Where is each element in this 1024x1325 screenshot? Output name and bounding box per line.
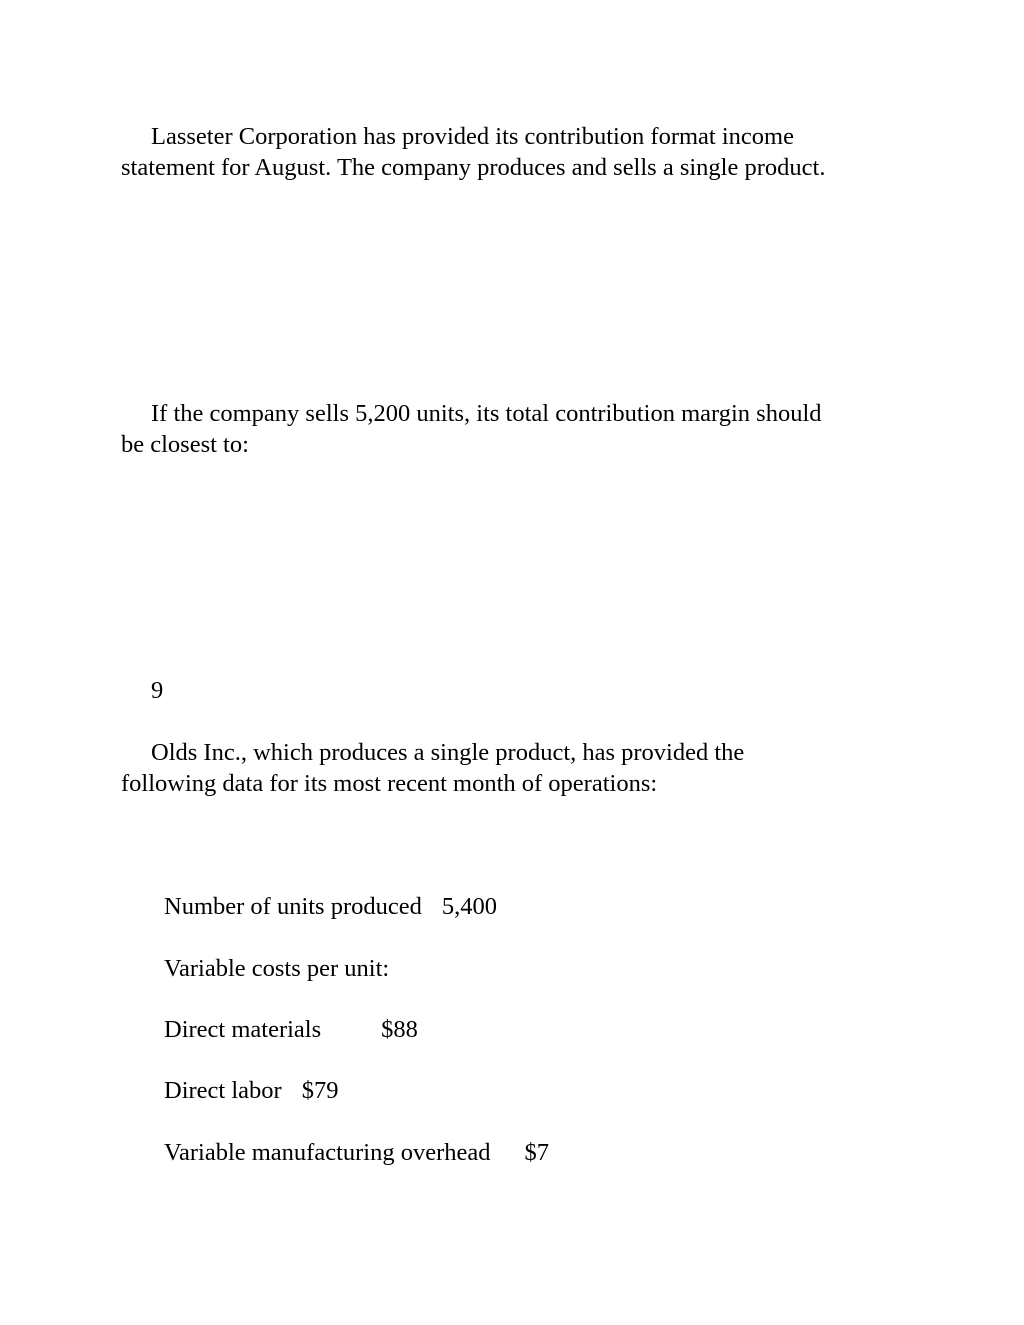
olds-line-1: Olds Inc., which produces a single product, has provided the	[151, 739, 745, 766]
question-line-1: If the company sells 5,200 units, its total contribution margin should	[151, 400, 822, 427]
question-paragraph	[121, 398, 921, 460]
data-row-label: Direct materials	[164, 1016, 322, 1043]
olds-paragraph	[121, 737, 921, 799]
data-row-label: Direct labor	[164, 1077, 282, 1104]
question-number	[121, 675, 921, 706]
data-row-value: $79	[301, 1077, 339, 1104]
intro-paragraph	[121, 121, 921, 183]
question-number-text: 9	[151, 677, 164, 704]
data-row-direct-materials	[164, 1014, 418, 1045]
olds-line-2: following data for its most recent month of operations:	[121, 770, 658, 797]
intro-line-2: statement for August. The company produces and sells a single product.	[121, 154, 826, 181]
data-row-value: 5,400	[441, 893, 497, 920]
data-row-value: $88	[381, 1016, 418, 1043]
data-row-variable-overhead	[164, 1137, 549, 1168]
data-row-label: Variable costs per unit:	[164, 955, 390, 982]
data-row-variable-costs-header	[164, 953, 389, 984]
data-row-label: Variable manufacturing overhead	[164, 1139, 491, 1166]
data-row-value: $7	[524, 1139, 550, 1166]
intro-line-1: Lasseter Corporation has provided its contribution format income	[151, 123, 794, 150]
data-row-direct-labor	[164, 1075, 338, 1106]
data-row-label: Number of units produced	[164, 893, 422, 920]
data-row-units-produced	[164, 891, 497, 922]
question-line-2: be closest to:	[121, 431, 249, 458]
